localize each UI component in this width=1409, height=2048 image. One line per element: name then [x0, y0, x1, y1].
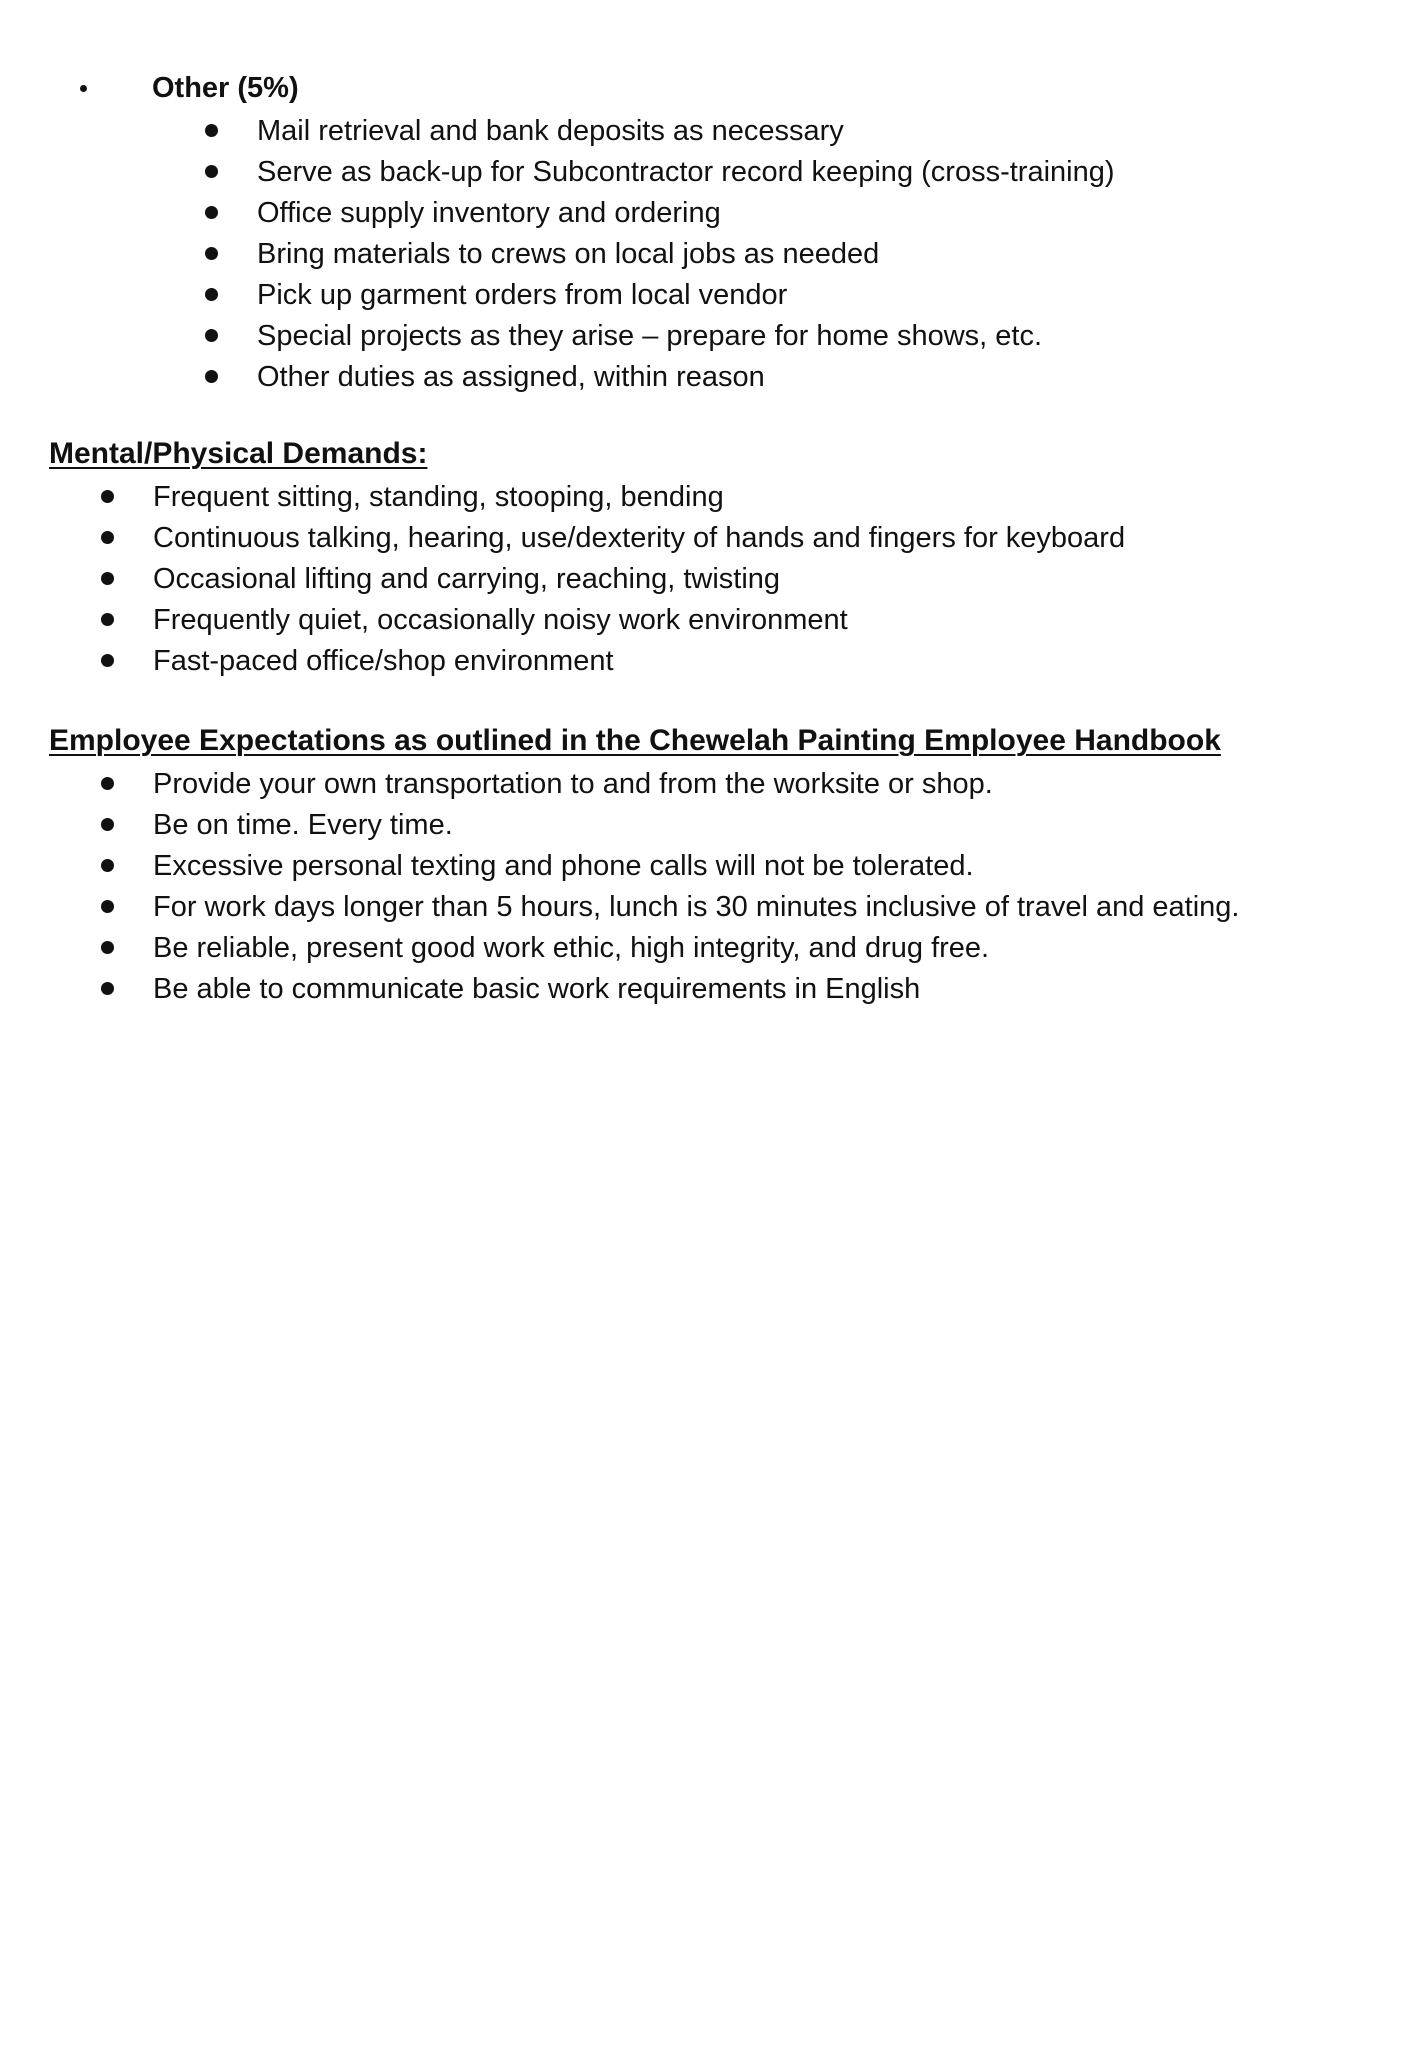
list-item-text: Occasional lifting and carrying, reaching, twisting [153, 563, 781, 595]
bullet-icon [205, 165, 218, 178]
bullet-icon [205, 370, 218, 383]
bullet-icon [205, 124, 218, 137]
list-item-text: Pick up garment orders from local vendor [257, 279, 788, 311]
list-item-text: Excessive personal texting and phone calls will not be tolerated. [153, 850, 974, 882]
list-item-text: Provide your own transportation to and from the worksite or shop. [153, 768, 993, 800]
bullet-icon [101, 490, 114, 503]
list-item-text: Be able to communicate basic work requirements in English [153, 973, 921, 1005]
bullet-icon [101, 654, 114, 667]
list-item-text: Bring materials to crews on local jobs as needed [257, 238, 880, 270]
bullet-icon [80, 85, 87, 92]
bullet-icon [101, 941, 114, 954]
list-item-text: Continuous talking, hearing, use/dexterity of hands and fingers for keyboard [153, 522, 1126, 554]
bullet-icon [205, 206, 218, 219]
list-item-text: Other duties as assigned, within reason [257, 361, 765, 393]
list-item-text: Frequently quiet, occasionally noisy work environment [153, 604, 848, 636]
other-section-title: Other (5%) [152, 72, 299, 104]
bullet-icon [205, 288, 218, 301]
bullet-icon [205, 329, 218, 342]
bullet-icon [101, 572, 114, 585]
bullet-icon [101, 982, 114, 995]
bullet-icon [101, 613, 114, 626]
list-item-text: Serve as back-up for Subcontractor record keeping (cross-training) [257, 156, 1115, 188]
list-item-text: Office supply inventory and ordering [257, 197, 721, 229]
list-item-text: For work days longer than 5 hours, lunch is 30 minutes inclusive of travel and eating. [153, 891, 1240, 923]
list-item-text: Frequent sitting, standing, stooping, bending [153, 481, 724, 513]
bullet-icon [101, 900, 114, 913]
bullet-icon [101, 818, 114, 831]
list-item-text: Be reliable, present good work ethic, high integrity, and drug free. [153, 932, 990, 964]
list-item-text: Special projects as they arise – prepare for home shows, etc. [257, 320, 1042, 352]
demands-heading: Mental/Physical Demands: [49, 437, 428, 470]
list-item-text: Fast-paced office/shop environment [153, 645, 614, 677]
list-item-text: Be on time. Every time. [153, 809, 453, 841]
bullet-icon [101, 531, 114, 544]
bullet-icon [101, 859, 114, 872]
expectations-heading: Employee Expectations as outlined in the Chewelah Painting Employee Handbook [49, 724, 1221, 757]
bullet-icon [205, 247, 218, 260]
list-item-text: Mail retrieval and bank deposits as necessary [257, 115, 844, 147]
bullet-icon [101, 777, 114, 790]
